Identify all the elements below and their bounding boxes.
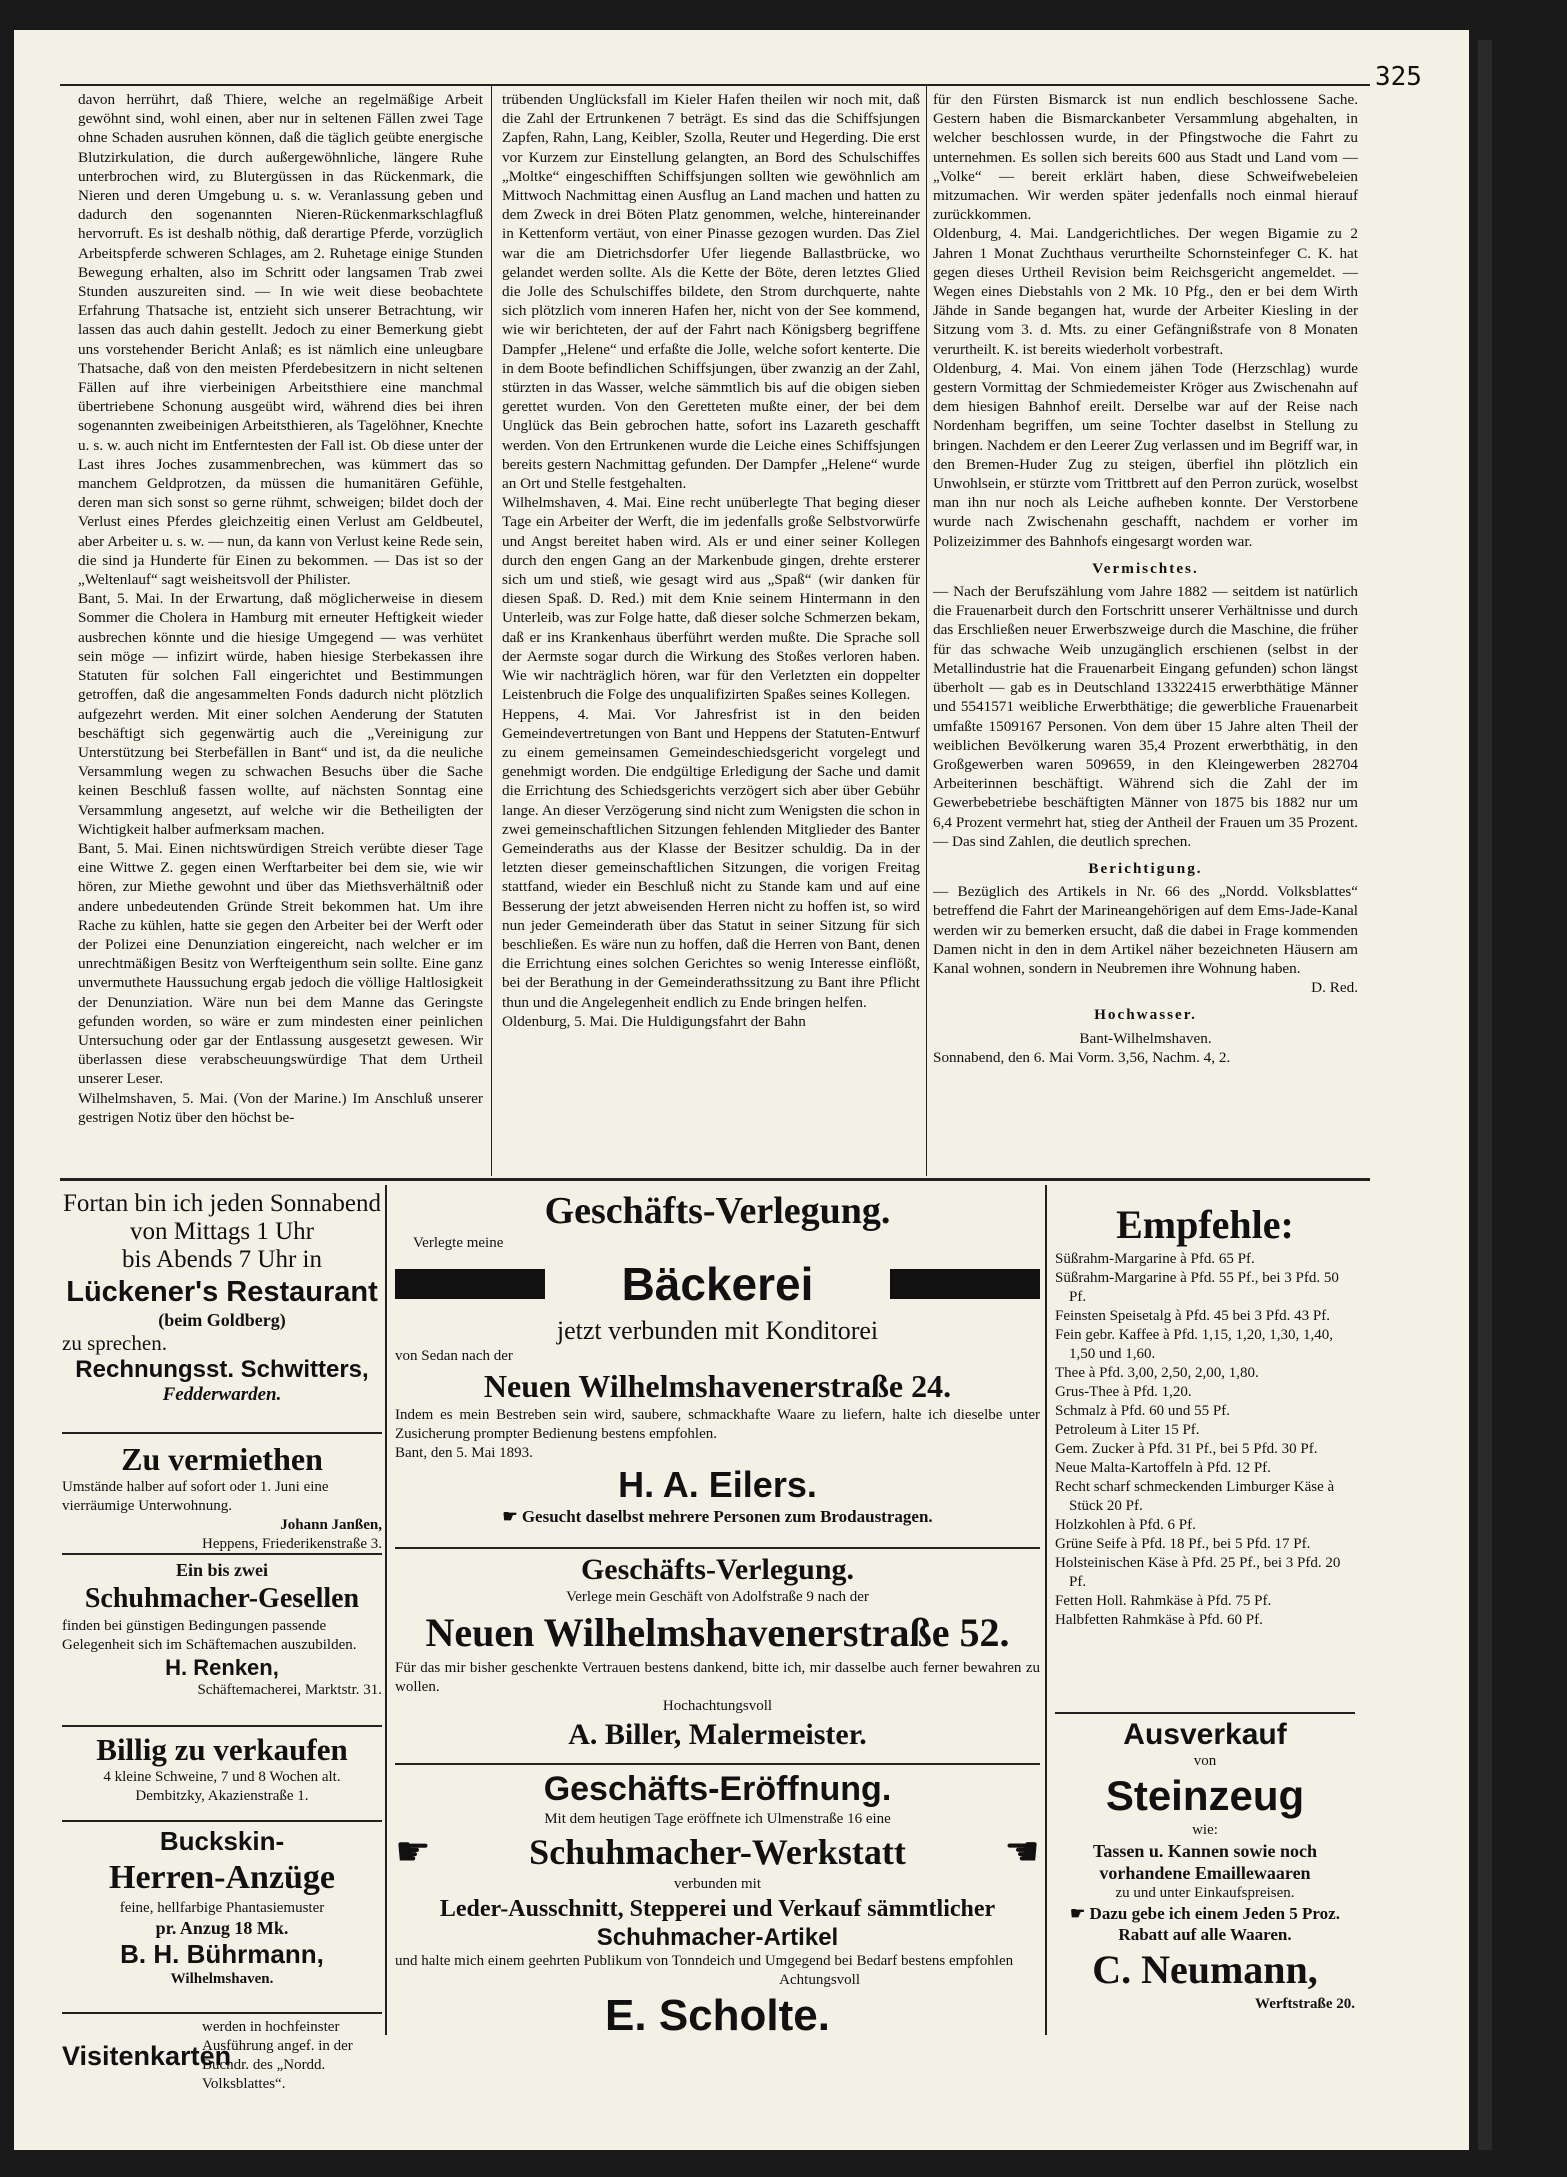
ad-address: Werftstraße 20. (1255, 1996, 1355, 2012)
ad-name: H. A. Eilers. (618, 1464, 817, 1505)
price-list (1055, 1250, 1355, 1630)
ad-text: feine, hellfarbige Phantasiemuster (119, 1900, 325, 1916)
price-list-item: Holzkohlen à Pfd. 6 Pf. (1055, 1517, 1196, 1533)
ad-rule (62, 1553, 382, 1555)
article-column-3 (933, 90, 1358, 1160)
ad-title: Schuhmacher-Gesellen (84, 1583, 360, 1614)
column-rule (926, 86, 927, 1176)
ad-name: A. Biller, Malermeister. (568, 1718, 867, 1751)
ad-column-rule (385, 1185, 387, 2035)
article-paragraph: Bant, 5. Mai. In der Erwartung, daß möglicherweise in diesem Sommer die Cholera in Hamburg mit erneuter Heftigkeit wieder ausbrechen könnte und die hiesige Umgegend — was verhütet sein möge — infizirt würde, haben hiesige Sterbekassen ihre Statuten für solchen Fall eingerichtet und Bestimmungen getroffen, daß die angesammelten Fonds dadurch nicht plötzlich aufgezehrt werden. Mit einer solchen Aenderung der Statuten beschäftigt sich gegenwärtig auch die „Vereinigung zur Unterstützung bei Sterbefällen in Bant“ und ist, da die neuliche Versammlung wegen zu schwachen Besuchs über die Sache keinen Beschluß fassen wollte, auf nächsten Sonntag eine Versammlung angesetzt, auf welche wir die Betheiligten der Wichtigkeit halber aufmerksam machen. (78, 590, 483, 838)
price-list-item: Grus-Thee à Pfd. 1,20. (1055, 1384, 1192, 1400)
ad-column-rule (1045, 1185, 1047, 2035)
ad-address: Heppens, Friederikenstraße 3. (202, 1536, 382, 1552)
ad-baeckerei (395, 1188, 1040, 1527)
ad-biller (395, 1552, 1040, 1754)
ad-price: pr. Anzug 18 Mk. (155, 1918, 289, 1938)
ad-text: zu sprechen. (62, 1331, 167, 1355)
ad-text: Indem es mein Bestreben sein wird, saubere, schmackhafte Waare zu liefern, halte ich dieselbe unter Zusicherung prompter Bedienung bestens empfohlen. (395, 1407, 1040, 1442)
page-number: 325 (1375, 62, 1422, 92)
ad-address: Dembitzky, Akazienstraße 1. (135, 1788, 309, 1804)
ad-text: Für das mir bisher geschenkte Vertrauen bestens dankend, bitte ich, mir dasselbe auch ferner bewahren zu wollen. (395, 1660, 1040, 1695)
ad-text: Fedderwarden. (162, 1384, 282, 1405)
price-list-item: Schmalz à Pfd. 60 und 55 Pf. (1055, 1403, 1230, 1419)
ad-text: von Sedan nach der (395, 1348, 513, 1364)
ad-rule (62, 1820, 382, 1822)
ad-text: Verlege mein Geschäft von Adolfstraße 9 nach der (566, 1589, 869, 1605)
ad-title: Billig zu verkaufen (96, 1732, 348, 1767)
price-list-item: Gem. Zucker à Pfd. 31 Pf., bei 5 Pfd. 30 Pf. (1055, 1441, 1318, 1457)
ad-name: B. H. Bührmann, (120, 1939, 324, 1969)
column-rule (491, 86, 492, 1176)
ad-text: Buckskin- (159, 1826, 285, 1856)
ornament-bar (395, 1269, 545, 1299)
ad-text: Leder-Ausschnitt, Stepperei und Verkauf sämmtlicher (439, 1896, 996, 1922)
ad-name: Lückener's Restaurant (66, 1276, 378, 1308)
ad-herren-anzuege (62, 1826, 382, 1989)
ad-lueckener (62, 1190, 382, 1406)
ad-rule (395, 1763, 1040, 1765)
price-list-item: Grüne Seife à Pfd. 18 Pf., bei 5 Pfd. 17 Pf. (1055, 1536, 1311, 1552)
ad-date: Bant, den 5. Mai 1893. (395, 1445, 533, 1461)
article-paragraph: Oldenburg, 4. Mai. Landgerichtliches. Der wegen Bigamie zu 2 Jahren 1 Monat Zuchthaus verurtheilte Schornsteinfeger C. K. hat gegen dieses Urtheil Revision beim Reichsgericht angemeldet. — Wegen eines Diebstahls von 2 Mk. 10 Pfg., den er bei dem Wirth Jähde in Sande begangen hat, wurde der Arbeiter Kiesling in der Sitzung vom 3. d. Mts. zu einer Gefängnißstrafe von 8 Monaten verurtheilt. K. ist bereits wiederholt vorbestraft. (933, 225, 1358, 358)
pointing-hand-left-icon: ☚ (1004, 1829, 1040, 1875)
hochwasser-place: Bant-Wilhelmshaven. (1079, 1029, 1212, 1047)
ad-title-big: Schuhmacher-Werkstatt (529, 1832, 906, 1872)
ad-rule (62, 2012, 382, 2014)
ad-street: Neuen Wilhelmshavenerstraße 52. (425, 1610, 1010, 1655)
ad-schuhmacher-gesellen (62, 1560, 382, 1700)
ad-title: Geschäfts-Verlegung. (580, 1553, 855, 1586)
pointing-hand-right-icon: ☛ (395, 1829, 431, 1875)
ad-text: Tassen u. Kannen sowie noch vorhandene Emaillewaaren (1093, 1841, 1317, 1883)
price-list-item: Feinsten Speisetalg à Pfd. 45 bei 3 Pfd. 43 Pf. (1055, 1308, 1330, 1324)
article-paragraph: Heppens, 4. Mai. Vor Jahresfrist ist in den beiden Gemeindevertretungen von Bant und Heppens der Statuten-Entwurf zu einem gemeinsamen Gemeindeschiedsgericht vorgelegt und genehmigt worden. Die endgültige Erledigung der Sache und damit die Errichtung des Schiedsgerichts verzögert sich aber über Gebühr lange. An dieser Verzögerung sind nicht zum Wenigsten die schon in zwei gemeinschaftlichen Sitzungen fehlenden Mitglieder des Banter Gemeinderaths aus der Klasse der Besitzer schuldig. Da in der letzten dieser gemeinschaftlichen Sitzungen, die vorigen Freitag stattfand, wieder ein Beschluß nicht zu Stande kam und auf eine Besserung der jetzt abweisenden Herren nicht zu hoffen ist, so wird nun jeder Gemeinderath über das Statut in seiner Sitzung für sich beschließen. Es wäre nun zu hoffen, daß die Herren von Bant, denen die Errichtung eines solchen Gerichtes so wenig Interesse einflößt, bei der Berathung in der Gemeinderathssitzung zu Bant ihre Pflicht thun und die Angelegenheit endlich zu Ende bringen helfen. (502, 705, 920, 1011)
ad-title: Ausverkauf (1123, 1718, 1287, 1751)
article-paragraph: — Nach der Berufszählung vom Jahre 1882 — seitdem ist natürlich die Frauenarbeit durch den Fortschritt unserer Verhältnisse und durch das Erschließen neuer Erwerbszweige durch die Maschine, die früher für das schwache Weib unzugänglich erschienen (selbst in der Metallindustrie hat die Frauenarbeit Eingang gefunden) schon längst überholt — gab es in Deutschland 13322415 erwerbthätige Männer und 5541571 weibliche Erwerbthätige; die gewerbliche Frauenarbeit umfaßte 1509167 Personen. Von dem über 15 Jahre alten Theil der weiblichen Bevölkerung waren 35,4 Prozent erwerbthätig, in den Großgewerben waren 509659, in den Kleingewerben 282704 Arbeiterinnen beschäftigt. Während sich die Zahl der im Gewerbebetriebe beschäftigten Männer von 1875 bis 1882 nur um 6,4 Prozent vermehrt hat, stieg der Antheil der Frauen um 35 Prozent. — Das sind Zahlen, die deutlich sprechen. (933, 583, 1358, 850)
ad-title: Herren-Anzüge (109, 1859, 335, 1896)
price-list-item: Holsteinischen Käse à Pfd. 25 Pf., bei 3 Pfd. 20 Pf. (1055, 1555, 1341, 1590)
ad-note: Gesucht daselbst mehrere Personen zum Brodaustragen. (521, 1507, 933, 1526)
ad-address: Schäftemacherei, Marktstr. 31. (197, 1682, 382, 1698)
ad-name: Rechnungsst. Schwitters, (75, 1356, 369, 1383)
page-edge (1478, 40, 1492, 2150)
ad-title: Zu vermiethen (121, 1441, 323, 1477)
price-list-item: Süßrahm-Margarine à Pfd. 65 Pf. (1055, 1251, 1255, 1267)
ad-empfehle (1055, 1200, 1355, 1630)
ad-rule (62, 1725, 382, 1727)
ad-name: H. Renken, (165, 1655, 279, 1680)
ad-visitenkarten (62, 2018, 382, 2094)
ad-text: Umstände halber auf sofort oder 1. Juni eine vierräumige Unterwohnung. (62, 1479, 329, 1514)
ad-name: Johann Janßen, (280, 1517, 382, 1533)
ad-text: bis Abends 7 Uhr in (122, 1246, 322, 1273)
hochwasser-times: Sonnabend, den 6. Mai Vorm. 3,56, Nachm. 4, 2. (933, 1048, 1231, 1066)
ad-name: E. Scholte. (605, 1991, 830, 2040)
signature: D. Red. (1311, 979, 1358, 997)
ad-text: finden bei günstigen Bedingungen passende Gelegenheit sich im Schäftemachen auszubilden. (62, 1618, 357, 1653)
price-list-item: Neue Malta-Kartoffeln à Pfd. 12 Pf. (1055, 1460, 1271, 1476)
pointing-hand-icon: ☛ (1070, 1904, 1090, 1923)
ad-text: werden in hochfeinster Ausführung angef. in der Buchdr. des „Nordd. Volksblattes“. (202, 2019, 353, 2092)
article-paragraph: Bant, 5. Mai. Einen nichtswürdigen Streich verübte dieser Tage eine Wittwe Z. gegen einen Werftarbeiter bei dem sie, wie wir hören, zur Miethe gewohnt und über das Miethsverhältniß oder andere unbedeutenden Gründe Streit bekommen hat. Um ihre Rache zu kühlen, hatte sie gegen den Arbeiter bei der Werft oder der Polizei eine Denunziation eingereicht, nach welcher er im unrechtmäßigen Besitz von Werfteigenthum sein sollte. Eine ganz unvermuthete Haussuchung ergab jedoch die völlige Haltlosigkeit der Denunziation. Wäre nun bei dem Manne das Geringste gefunden worden, so wäre er zum mindesten einer peinlichen Untersuchung oder gar der Entlassung ausgesetzt gewesen. Wir überlassen diese verabscheuungswürdige That dem Urtheil unserer Leser. (78, 839, 483, 1088)
ad-zu-vermiethen (62, 1440, 382, 1554)
article-paragraph: Wilhelmshaven, 5. Mai. (Von der Marine.) Im Anschluß unserer gestrigen Notiz über den höchst be- (78, 1089, 483, 1126)
price-list-item: Halbfetten Rahmkäse à Pfd. 60 Pf. (1055, 1612, 1263, 1628)
price-list-item: Thee à Pfd. 3,00, 2,50, 2,00, 1,80. (1055, 1365, 1259, 1381)
ad-text: (beim Goldberg) (158, 1310, 286, 1330)
pointing-hand-icon: ☛ (502, 1507, 522, 1526)
ad-text: von (1193, 1753, 1217, 1769)
ornament-bar (890, 1269, 1040, 1299)
price-list-item: Petroleum à Liter 15 Pf. (1055, 1422, 1200, 1438)
ad-greeting: Hochachtungsvoll (662, 1698, 773, 1714)
ad-text: Verlegte meine (413, 1235, 504, 1251)
article-paragraph: Wilhelmshaven, 4. Mai. Eine recht unüberlegte That beging dieser Tage ein Arbeiter der Werft, die im jedenfalls große Selbstvorwürfe und Angst bereitet haben wird. Als er und einer seiner Kollegen durch den engen Gang an der Markenbude gingen, drehte ersterer sich um und stieß, wie gesagt wird aus „Spaß“ (wir danken für diesen Spaß. D. Red.) mit dem Knie seinem Hintermann in den Unterleib, was zur Folge hatte, daß dieser solche Schmerzen bekam, daß er ins Krankenhaus überführt werden mußte. Die Sprache soll der Aermste sogar durch die Wirkung des Stoßes verloren haben. Wie wir nachträglich hören, war für den Verletzten ein doppelter Leistenbruch die Folge des unqualifizirten Spaßes seines Kollegen. (502, 494, 920, 704)
article-paragraph: Oldenburg, 4. Mai. Von einem jähen Tode (Herzschlag) wurde gestern Vormittag der Schmiedemeister Kröger aus Zwischenahn auf dem hiesigen Bahnhof ereilt. Derselbe war auf der Reise nach Nordenham begriffen, um seine Tochter daselbst in Stellung zu bringen. Nachdem er den Leerer Zug verlassen und im Begriff war, in den Bremen-Huder Zug zu steigen, überfiel ihn plötzlich ein Unwohlsein, er stürzte vom Trittbrett auf den Perron zurück, woselbst man ihn nur noch als Leiche aufheben konnte. Der Verstorbene wurde nach Zwischenahn geschafft, nachdem er vorher im Polizeizimmer des Bahnhofs eingesargt worden war. (933, 359, 1358, 550)
ad-text: 4 kleine Schweine, 7 und 8 Wochen alt. (103, 1769, 341, 1785)
section-heading-berichtigung: Berichtigung. (1088, 859, 1203, 877)
ad-ausverkauf (1055, 1718, 1355, 2014)
article-paragraph: trübenden Unglücksfall im Kieler Hafen theilen wir noch mit, daß die Zahl der Ertrunkenen 7 beträgt. Es sind das die Schiffsjungen Zapfen, Rahn, Lang, Keibler, Szolla, Reuter und Hegerding. Die erst vor Kurzem zur Einstellung gelangten, an Bord des Schulschiffes „Moltke“ eingeschifften Schiffsjungen sollten wie gewöhnlich am Mittwoch Nachmittag einen Ausflug an Land machen und hatten zu dem Zweck in drei Böten Platz genommen, welche, hintereinander in Kettenform vertäut, von einer Pinasse gezogen wurden. Das Ziel war die am Dietrichsdorfer Ufer liegende Ballastbrücke, wo gelandet werden sollte. Als die Kette der Böte, deren letztes Glied die Jolle des Schulschiffes bildete, den Strom durchquerte, nahte sich plötzlich vom inneren Hafen her, nicht von der See kommend, wie wir berichteten, der auf der Fahrt nach Königsberg begriffene Dampfer „Helene“ und erfaßte die Jolle, welche sofort kenterte. Die in dem Boote befindlichen Schiffsjungen, über zwanzig an der Zahl, stürzten in das Wasser, welche sämmtlich bis auf die obigen sieben gerettet wurden. Von den Geretteten mußte einer, der bei dem Unglück das Bein gebrochen hatte, sofort ins Lazareth geschafft werden. Von den Ertrunkenen wurde die Leiche eines Schiffsjungen bereits gestern Nachmittag gefunden. Der Dampfer „Helene“ wurde an Ort und Stelle festgehalten. (502, 91, 920, 493)
ad-title: Geschäfts-Verlegung. (544, 1190, 891, 1232)
ad-text: Ein bis zwei (175, 1560, 268, 1580)
ad-text: wie: (1192, 1822, 1218, 1838)
ad-title: Geschäfts-Eröffnung. (543, 1770, 892, 1808)
article-paragraph: — Bezüglich des Artikels in Nr. 66 des „Nordd. Volksblattes“ betreffend die Fahrt der Marineangehörigen auf dem Ems-Jade-Kanal werden wir zu bemerken ersucht, daß die dabei in Frage kommenden Damen nicht in den in dem Artikel näher bezeichneten Häusern am Kanal wohnen, sondern in Neubremen ihre Wohnung haben. (933, 883, 1358, 977)
price-list-item: Fein gebr. Kaffee à Pfd. 1,15, 1,20, 1,30, 1,40, 1,50 und 1,60. (1055, 1327, 1334, 1362)
ad-title: Empfehle: (1116, 1202, 1294, 1247)
price-list-item: Recht scharf schmeckenden Limburger Käse à Stück 20 Pf. (1055, 1479, 1335, 1514)
ads-divider (60, 1178, 1370, 1181)
ad-rule (62, 1432, 382, 1434)
ad-billig-verkaufen (62, 1732, 382, 1806)
section-heading-vermischtes: Vermischtes. (1092, 559, 1199, 577)
ad-text: Mit dem heutigen Tage eröffnete ich Ulmenstraße 16 eine (544, 1811, 891, 1827)
ad-title-big: Steinzeug (1105, 1772, 1305, 1819)
ad-text: Schuhmacher-Artikel (596, 1924, 839, 1951)
ad-text: Fortan bin ich jeden Sonnabend von Mittags 1 Uhr (63, 1190, 381, 1245)
ad-text: und halte mich einem geehrten Publikum von Tonndeich und Umgegend bei Bedarf bestens empfohlen (395, 1953, 1014, 1969)
article-column-2 (502, 90, 920, 1160)
price-list-item: Süßrahm-Margarine à Pfd. 55 Pf., bei 3 Pfd. 50 Pf. (1055, 1270, 1339, 1305)
ad-name: C. Neumann, (1092, 1947, 1318, 1992)
top-rule (60, 84, 1370, 86)
ad-scholte (395, 1768, 1040, 2042)
ad-title-big: Bäckerei (621, 1258, 814, 1310)
ad-address: Wilhelmshaven. (170, 1971, 274, 1987)
ad-title: Visitenkarten (62, 2040, 232, 2071)
article-paragraph: davon herrührt, daß Thiere, welche an regelmäßige Arbeit gewöhnt sind, wohl einen, aber nur in seltenen Fällen zwei Tage ohne Schaden ausruhen können, daß die täglich geübte energische Blutzirkulation, die durch außergewöhnliche, längere Ruhe unterbrochen wird, zu Blutergüssen in das Rückenmark, die Nieren und deren Umgebung u. s. w. Veranlassung geben und dadurch den sogenannten Nieren-Rückenmarkschlagfluß hervorruft. Es ist deshalb nöthig, daß derartige Pferde, vorzüglich Arbeitspferde schweren Schlages, am 2. Ruhetage einige Stunden Bewegung erhalten, also im Schritt oder langsamen Trab zwei Stunden auszureiten sind. — In wie weit diese beobachtete Erfahrung Thatsache ist, entzieht sich unserer Betrachtung, wir lassen das auch dahin gestellt. Jedoch zu einer Bemerkung giebt uns vorstehender Bericht Anlaß; es ist nämlich eine unleugbare Thatsache, daß von den meisten Pferdebesitzern in nicht seltenen Fällen auf ihre vierbeinigen Arbeitsthiere eine manchmal übertriebene Schonung ausgeübt wird, während dies bei ihren sogenannten zweibeinigen Arbeitsthieren, als Tagelöhner, Knechte u. s. w. auch nicht im Entferntesten der Fall ist. Ob diese unter der Last ihres Joches zusammenbrechen, was kümmert das so manchem Geldprotzen, da müssen die humanitären Gefühle, deren man sich sonst so gerne rühmt, schweigen; bildet doch der Verlust eines Pferdes gleichzeitig einen Verlust am Geldbeutel, aber Arbeiter u. s. w. — nun, da kann von Verlust keine Rede sein, die sind ja Hunderte für Einen zu bekommen. — Das ist so der „Weltenlauf“ sagt weisheitsvoll der Philister. (78, 91, 483, 589)
ad-greeting: Achtungsvoll (779, 1972, 860, 1988)
section-heading-hochwasser: Hochwasser. (1094, 1006, 1197, 1024)
ad-text: verbunden mit (673, 1876, 762, 1892)
ad-rule (395, 1547, 1040, 1549)
article-paragraph: für den Fürsten Bismarck ist nun endlich beschlossene Sache. Gestern haben die Bismarckanbeter Versammlung abgehalten, in welcher beschlossen wurde, in der Pfingstwoche die Fahrt zu unternehmen. Es sollen sich bereits 600 aus Stadt und Land vom — „Volke“ — bereit erklärt haben, diese Schweifwebeleien mitzumachen. Wir werden später jedenfalls noch einmal hierauf zurückkommen. (933, 91, 1358, 224)
price-list-item: Fetten Holl. Rahmkäse à Pfd. 75 Pf. (1055, 1593, 1272, 1609)
ad-text: zu und unter Einkaufspreisen. (1115, 1885, 1295, 1901)
ad-text: Dazu gebe ich einem Jeden 5 Proz. Rabatt auf alle Waaren. (1089, 1904, 1340, 1944)
ad-street: Neuen Wilhelmshavenerstraße 24. (483, 1368, 952, 1404)
article-column-1 (78, 90, 483, 1160)
article-paragraph: Oldenburg, 5. Mai. Die Huldigungsfahrt der Bahn (502, 1012, 806, 1030)
ad-rule (1055, 1712, 1355, 1714)
ad-text: jetzt verbunden mit Konditorei (556, 1316, 879, 1345)
